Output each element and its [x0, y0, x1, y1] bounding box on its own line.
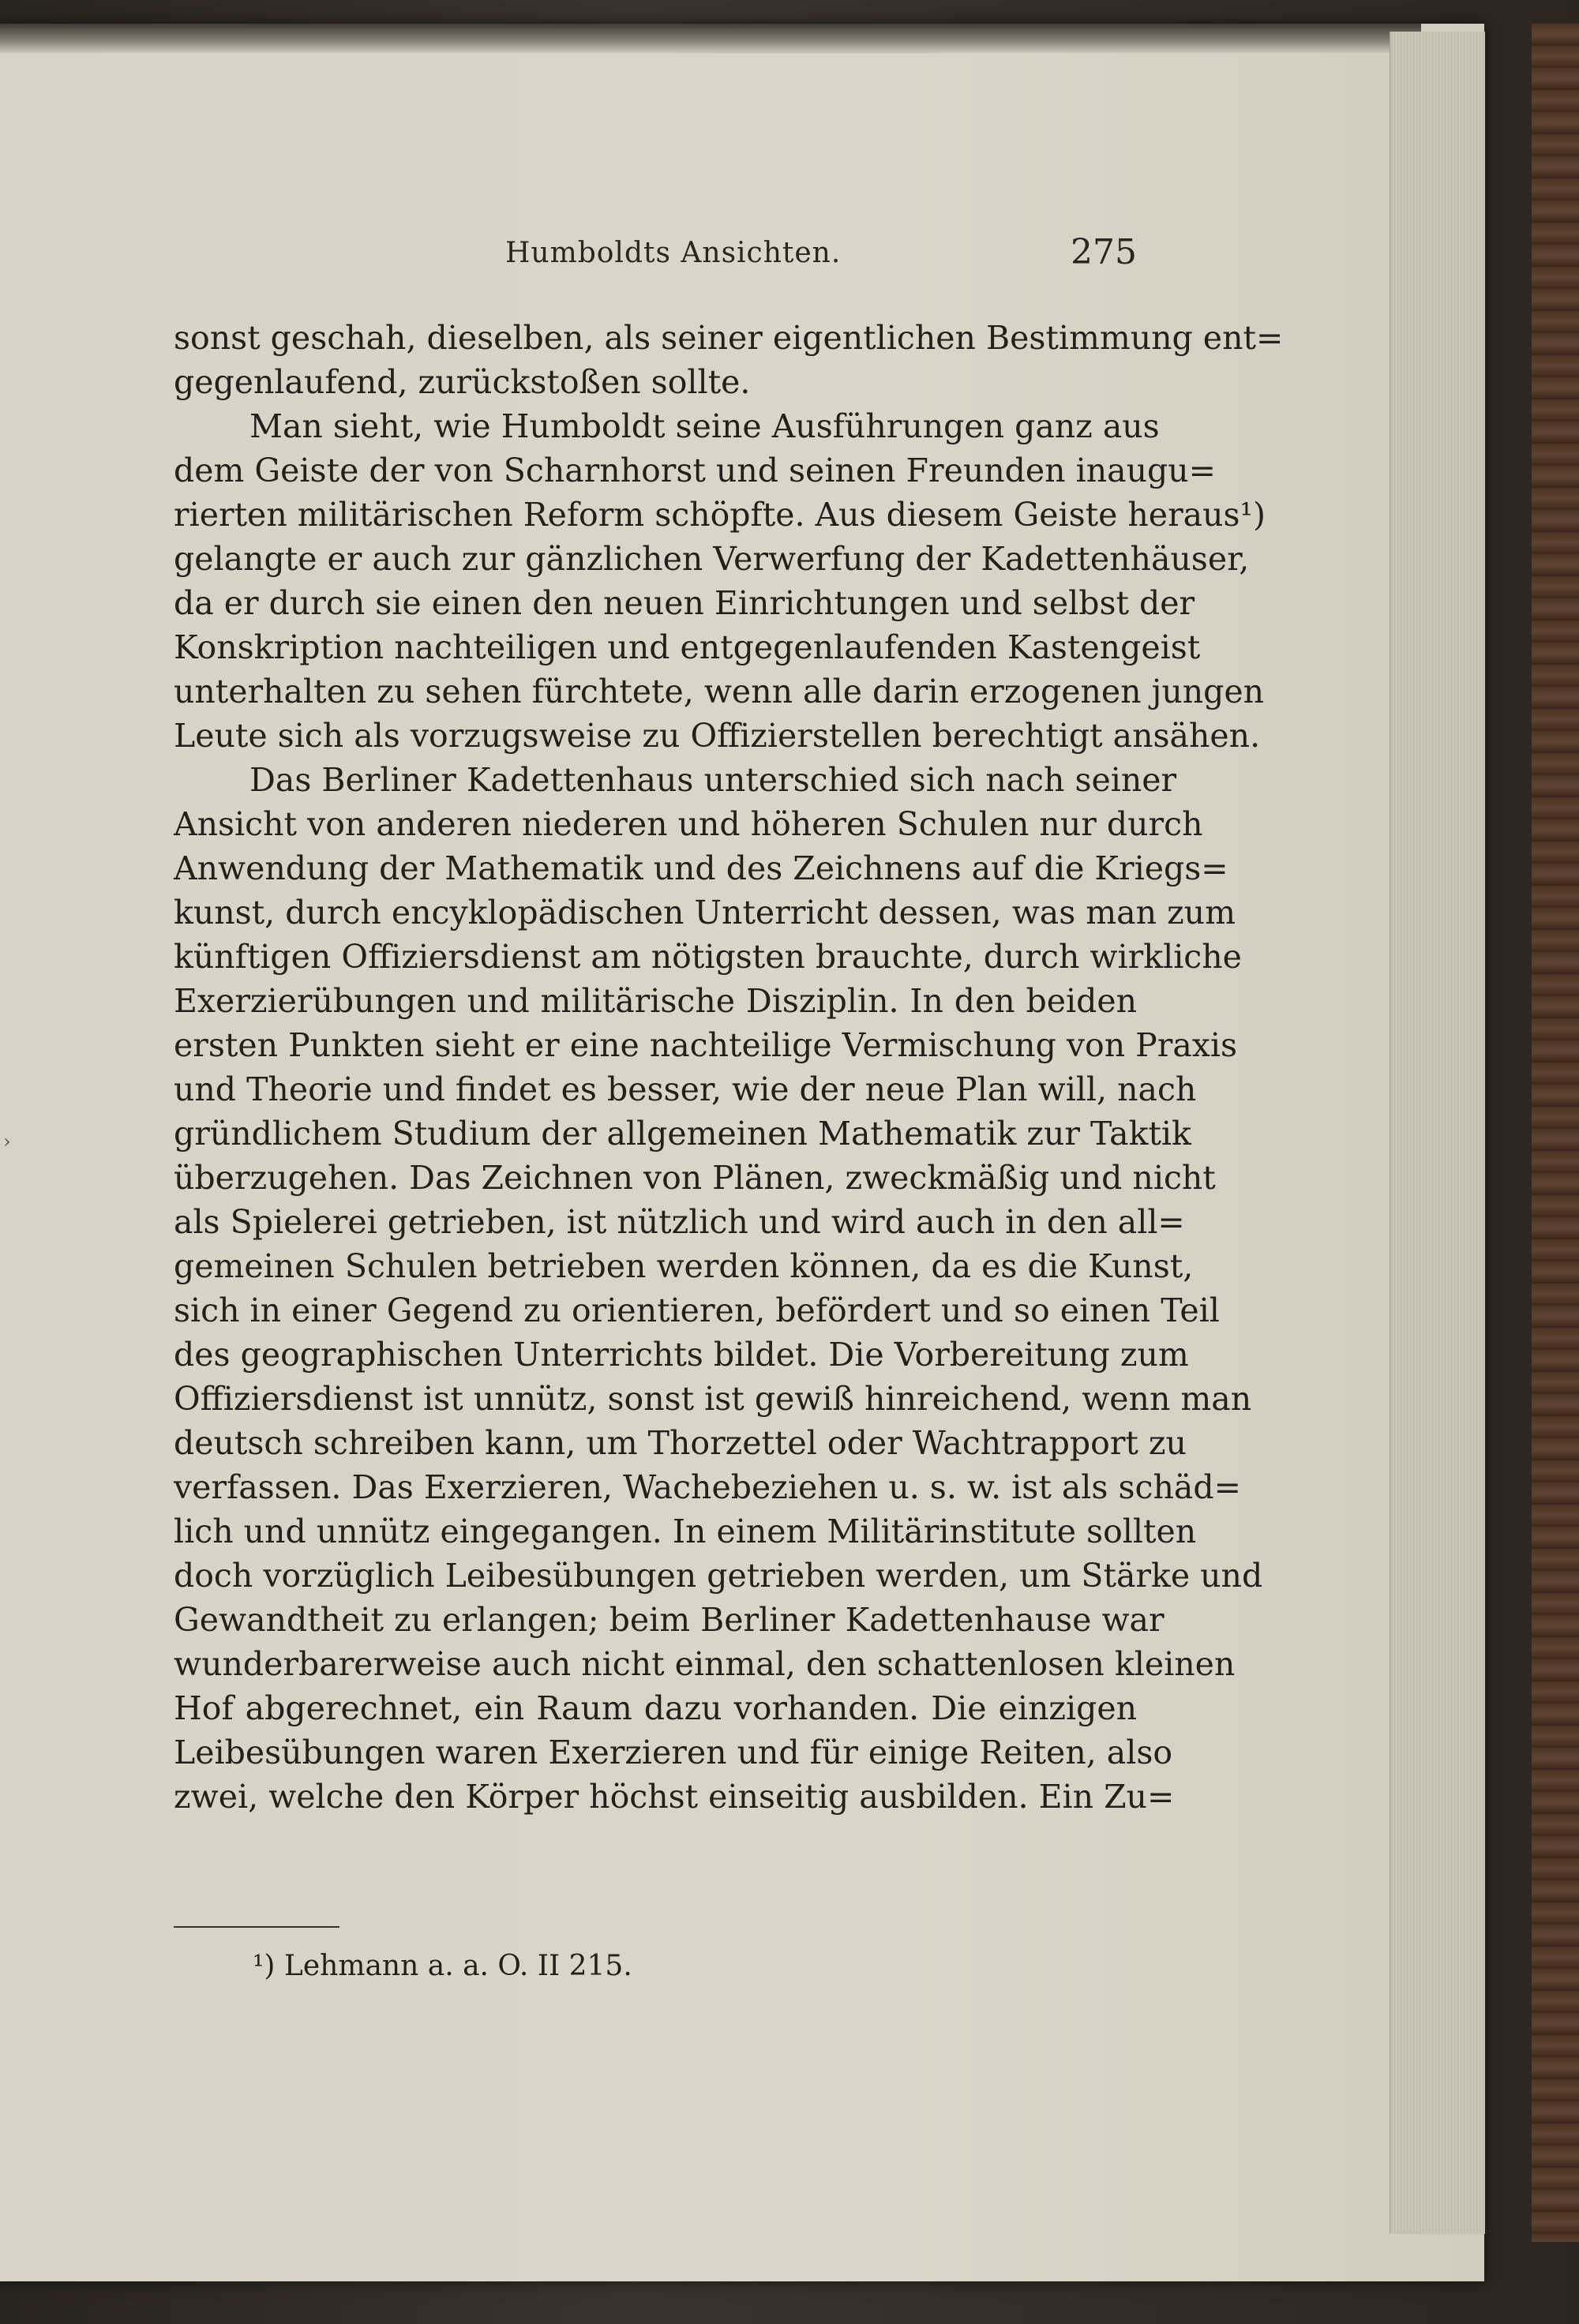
text-line: des geographischen Unterrichts bildet. Die Vorbereitung zum	[174, 1336, 1189, 1374]
page-number: 275	[1071, 232, 1137, 272]
footnote-divider	[174, 1926, 339, 1928]
text-line: künftigen Offiziersdienst am nötigsten brauchte, durch wirkliche	[174, 938, 1242, 976]
text-line: überzugehen. Das Zeichnen von Plänen, zweckmäßig und nicht	[174, 1159, 1216, 1197]
text-line: verfassen. Das Exerzieren, Wachebeziehen u. s. w. ist als schäd=	[174, 1468, 1241, 1506]
text-line: sonst geschah, dieselben, als seiner eigentlichen Bestimmung ent=	[174, 319, 1284, 357]
page-fore-edge	[1390, 32, 1485, 2234]
text-line: doch vorzüglich Leibesübungen getrieben werden, um Stärke und	[174, 1557, 1263, 1595]
text-line: Hof abgerechnet, ein Raum dazu vorhanden. Die einzigen	[174, 1689, 1137, 1727]
text-line: Ansicht von anderen niederen und höheren Schulen nur durch	[174, 805, 1203, 843]
text-line: sich in einer Gegend zu orientieren, befördert und so einen Teil	[174, 1291, 1220, 1329]
text-line: gegenlaufend, zurückstoßen sollte.	[174, 363, 751, 401]
text-line: zwei, welche den Körper höchst einseitig ausbilden. Ein Zu=	[174, 1778, 1175, 1816]
text-line: lich und unnütz eingegangen. In einem Militärinstitute sollten	[174, 1512, 1197, 1550]
text-line: dem Geiste der von Scharnhorst und seinen Freunden inaugu=	[174, 452, 1216, 489]
text-line: Exerzierübungen und militärische Disziplin. In den beiden	[174, 982, 1137, 1020]
book-cover-edge	[1532, 24, 1579, 2242]
page-header	[174, 232, 1137, 284]
text-line: Anwendung der Mathematik und des Zeichnens auf die Kriegs=	[174, 849, 1228, 887]
text-line: und Theorie und findet es besser, wie der neue Plan will, nach	[174, 1070, 1197, 1108]
text-line: Offiziersdienst ist unnütz, sonst ist gewiß hinreichend, wenn man	[174, 1380, 1252, 1418]
body-text	[174, 316, 1284, 1819]
text-line: gelangte er auch zur gänzlichen Verwerfung der Kadettenhäuser,	[174, 540, 1250, 578]
page-top-shadow	[0, 24, 1421, 54]
text-line: Leibesübungen waren Exerzieren und für einige Reiten, also	[174, 1734, 1173, 1771]
text-line: Das Berliner Kadettenhaus unterschied sich nach seiner	[249, 761, 1177, 799]
text-line: ersten Punkten sieht er eine nachteilige Vermischung von Praxis	[174, 1026, 1238, 1064]
footnote: ¹) Lehmann a. a. O. II 215.	[253, 1950, 632, 1982]
text-line: rierten militärischen Reform schöpfte. Aus diesem Geiste heraus¹)	[174, 496, 1266, 534]
text-line: Gewandtheit zu erlangen; beim Berliner Kadettenhause war	[174, 1601, 1165, 1639]
text-line: da er durch sie einen den neuen Einrichtungen und selbst der	[174, 584, 1195, 622]
text-line: deutsch schreiben kann, um Thorzettel oder Wachtrapport zu	[174, 1424, 1187, 1462]
text-line: gründlichem Studium der allgemeinen Mathematik zur Taktik	[174, 1115, 1191, 1153]
text-line: kunst, durch encyklopädischen Unterricht dessen, was man zum	[174, 894, 1236, 931]
text-line: als Spielerei getrieben, ist nützlich und wird auch in den all=	[174, 1203, 1185, 1241]
text-line: gemeinen Schulen betrieben werden können, da es die Kunst,	[174, 1247, 1194, 1285]
text-line: Konskription nachteiligen und entgegenlaufenden Kastengeist	[174, 628, 1201, 666]
text-line: unterhalten zu sehen fürchtete, wenn alle darin erzogenen jungen	[174, 673, 1265, 710]
text-line: Leute sich als vorzugsweise zu Offizierstellen berechtigt ansähen.	[174, 717, 1261, 755]
text-line: wunderbarerweise auch nicht einmal, den schattenlosen kleinen	[174, 1645, 1236, 1683]
running-title: Humboldts Ansichten.	[505, 237, 842, 269]
text-line: Man sieht, wie Humboldt seine Ausführungen ganz aus	[249, 407, 1160, 445]
margin-mark: ›	[3, 1130, 11, 1153]
